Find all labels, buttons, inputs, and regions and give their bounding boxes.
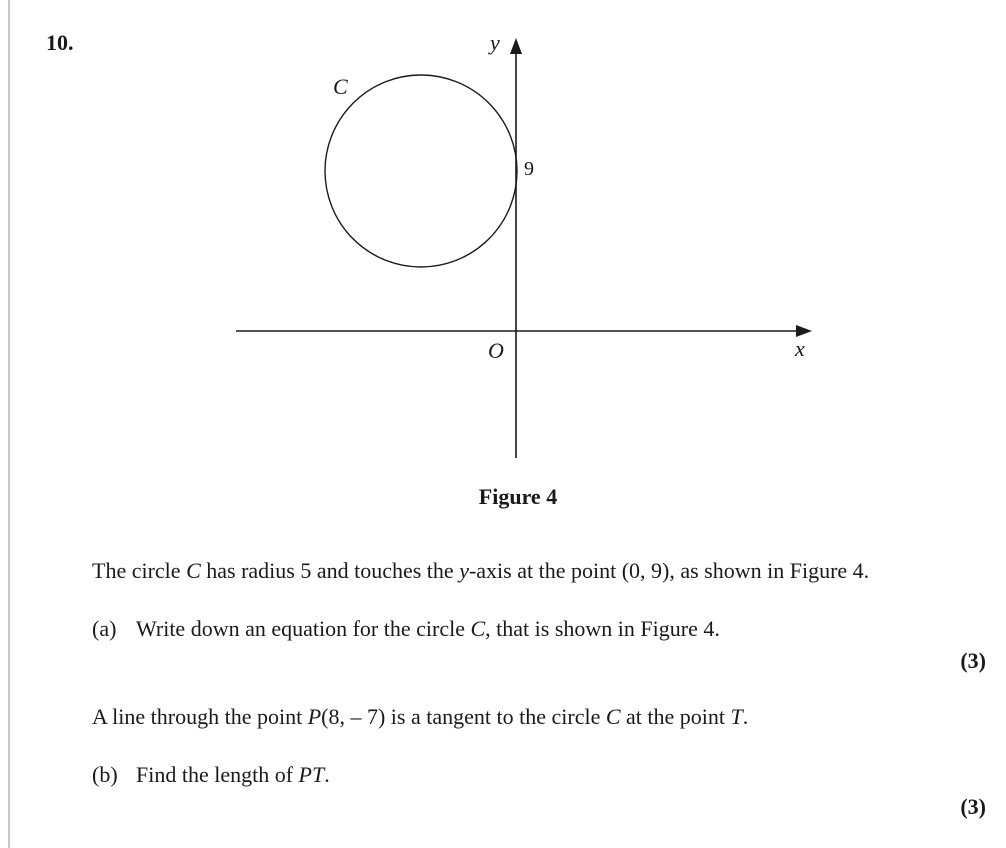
question-number: 10. — [46, 30, 74, 55]
part-a-marks: (3) — [960, 648, 986, 673]
part-b-question: (b) Find the length of PT. — [92, 762, 330, 787]
figure-caption: Figure 4 — [478, 484, 558, 509]
part-a-label: (a) — [92, 616, 117, 641]
tangent-point-label: 9 — [524, 158, 534, 180]
part-b-marks: (3) — [960, 794, 986, 819]
circle-c — [325, 75, 517, 267]
tangent-statement: A line through the point P(8, – 7) is a tangent to the circle C at the point T. — [92, 704, 749, 729]
circle-label: C — [333, 74, 348, 99]
x-axis-label: x — [795, 336, 805, 361]
y-axis-label: y — [490, 30, 500, 55]
y-axis-arrow — [510, 38, 522, 54]
intro-statement: The circle C has radius 5 and touches the y-axis at the point (0, 9), as shown in Figure 4. — [92, 558, 870, 583]
part-a-question: (a) Write down an equation for the circle C, that is shown in Figure 4. — [92, 616, 720, 641]
part-b-label: (b) — [92, 762, 118, 787]
origin-label: O — [488, 338, 504, 363]
